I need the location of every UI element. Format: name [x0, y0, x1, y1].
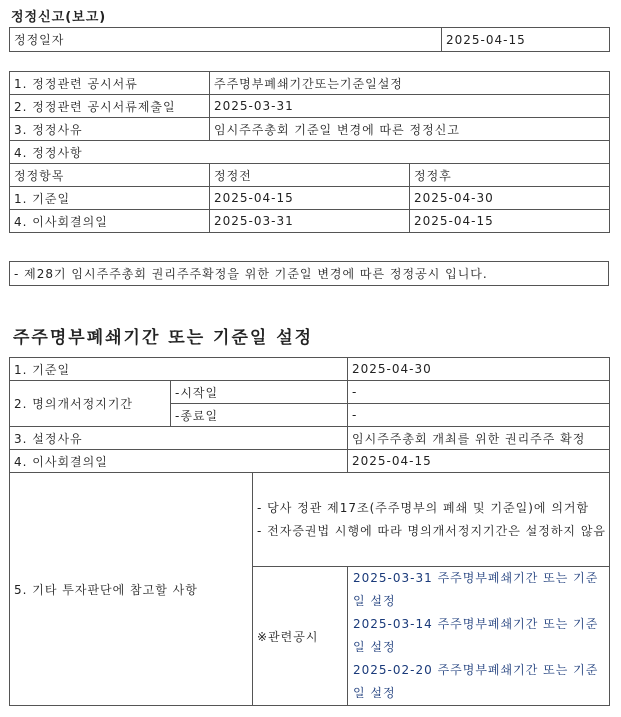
reason-value: 임시주주총회 개최를 위한 권리주주 확정	[348, 427, 610, 450]
correction-date-table	[9, 27, 610, 52]
item-name: 4. 이사회결의일	[10, 210, 210, 233]
correction-detail-table	[9, 71, 610, 233]
item-name: 1. 기준일	[10, 187, 210, 210]
reason-label: 3. 설정사유	[10, 427, 348, 450]
record-date-label: 1. 기준일	[10, 358, 348, 381]
row-label: 1. 정정관련 공시서류	[10, 72, 210, 95]
related-disclosure-link[interactable]: 2025-03-14 주주명부폐쇄기간 또는 기준일 설정	[353, 617, 599, 654]
related-disclosure-link[interactable]: 2025-02-20 주주명부폐쇄기간 또는 기준일 설정	[353, 663, 599, 700]
record-date-table	[9, 357, 610, 706]
item-after: 2025-04-15	[410, 210, 610, 233]
correction-note-table	[9, 261, 609, 286]
row-label: 3. 정정사유	[10, 118, 210, 141]
end-label: -종료일	[171, 404, 348, 427]
correction-heading: 정정신고(보고)	[11, 10, 107, 25]
correction-date-value: 2025-04-15	[442, 28, 610, 52]
item-before: 2025-03-31	[210, 210, 410, 233]
row-value: 2025-03-31	[210, 95, 610, 118]
page-title: 주주명부폐쇄기간 또는 기준일 설정	[13, 328, 314, 348]
other-notes	[253, 473, 610, 567]
related-disclosure-link[interactable]: 2025-03-31 주주명부폐쇄기간 또는 기준일 설정	[353, 571, 599, 608]
related-list	[348, 567, 610, 706]
row-value: 임시주주총회 기준일 변경에 따른 정정신고	[210, 118, 610, 141]
column-header: 정정항목	[10, 164, 210, 187]
row-value: 주주명부폐쇄기간또는기준일설정	[210, 72, 610, 95]
start-label: -시작일	[171, 381, 348, 404]
board-value: 2025-04-15	[348, 450, 610, 473]
correction-note: - 제28기 임시주주총회 권리주주확정을 위한 기준일 변경에 따른 정정공시 입니다.	[10, 262, 609, 286]
correction-items-label: 4. 정정사항	[10, 141, 610, 164]
suspension-label: 2. 명의개서정지기간	[10, 381, 171, 427]
item-after: 2025-04-30	[410, 187, 610, 210]
other-label: 5. 기타 투자판단에 참고할 사항	[10, 473, 253, 706]
column-header: 정정전	[210, 164, 410, 187]
record-date-value: 2025-04-30	[348, 358, 610, 381]
other-note-item: - 당사 정관 제17조(주주명부의 폐쇄 및 기준일)에 의거함	[257, 500, 590, 515]
start-value: -	[348, 381, 610, 404]
board-label: 4. 이사회결의일	[10, 450, 348, 473]
column-header: 정정후	[410, 164, 610, 187]
correction-date-label: 정정일자	[10, 28, 442, 52]
row-label: 2. 정정관련 공시서류제출일	[10, 95, 210, 118]
other-note-item: - 전자증권법 시행에 따라 명의개서정지기간은 설정하지 않음	[257, 523, 607, 538]
related-label: ※관련공시	[253, 567, 348, 706]
item-before: 2025-04-15	[210, 187, 410, 210]
end-value: -	[348, 404, 610, 427]
